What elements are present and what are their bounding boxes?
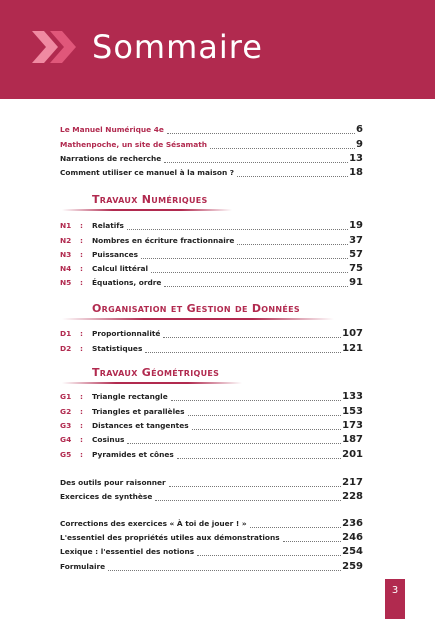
toc-entry-d1[interactable]: [60, 328, 363, 340]
page-title: Sommaire: [92, 28, 263, 66]
toc-entry-page: 133: [342, 391, 363, 402]
toc-entry-n3[interactable]: [60, 249, 363, 261]
toc-entry-d2[interactable]: [60, 343, 363, 355]
toc-entry-label: Triangles et parallèles: [92, 407, 185, 416]
colon-separator: :: [80, 392, 83, 401]
double-chevron-icon: [32, 31, 80, 63]
colon-separator: :: [80, 421, 83, 430]
toc-entry-page: 259: [342, 561, 363, 572]
dot-leader: [108, 570, 341, 571]
toc-entry-g2[interactable]: [60, 406, 363, 418]
toc-entry-label: Distances et tangentes: [92, 421, 189, 430]
toc-entry-page: 121: [342, 343, 363, 354]
dot-leader: [151, 272, 348, 273]
section-underline: [62, 382, 242, 384]
colon-separator: :: [80, 407, 83, 416]
chapter-code: N2: [60, 236, 72, 245]
chapter-code: N4: [60, 264, 72, 273]
dot-leader: [164, 162, 348, 163]
dot-leader: [210, 148, 355, 149]
page-number-tab: [385, 579, 405, 619]
dot-leader: [188, 415, 342, 416]
toc-entry-page: 153: [342, 406, 363, 417]
chapter-code: G5: [60, 450, 72, 459]
dot-leader: [171, 400, 341, 401]
toc-entry-corrections[interactable]: [60, 518, 363, 530]
toc-entry-page: 246: [342, 532, 363, 543]
toc-entry-mathenpoche[interactable]: [60, 139, 363, 151]
toc-entry-manuel-numerique[interactable]: [60, 124, 363, 136]
toc-entry-label: Calcul littéral: [92, 264, 149, 273]
dot-leader: [155, 500, 341, 501]
toc-entry-label: Pyramides et cônes: [92, 450, 174, 459]
section-title-geometriques: Travaux Géométriques: [92, 366, 220, 379]
toc-entry-page: 254: [342, 546, 363, 557]
toc-entry-label: Équations, ordre: [92, 278, 162, 287]
page-number: 3: [391, 585, 399, 596]
chapter-code: D2: [60, 344, 72, 353]
chapter-code: G1: [60, 392, 72, 401]
toc-entry-page: 217: [342, 477, 363, 488]
toc-entry-label: Proportionnalité: [92, 329, 161, 338]
toc-entry-proprietes[interactable]: [60, 532, 363, 544]
section-title-numeriques: Travaux Numériques: [92, 193, 208, 206]
toc-entry-formulaire[interactable]: [60, 561, 363, 573]
toc-entry-n5[interactable]: [60, 277, 363, 289]
toc-entry-page: 228: [342, 491, 363, 502]
section-underline: [62, 318, 334, 320]
toc-entry-page: 75: [349, 263, 363, 274]
toc-entry-page: 9: [356, 139, 363, 150]
chapter-code: N3: [60, 250, 72, 259]
toc-entry-label: Exercices de synthèse: [60, 492, 153, 501]
dot-leader: [237, 176, 348, 177]
dot-leader: [283, 541, 341, 542]
toc-entry-label: L'essentiel des propriétés utiles aux démonstrations: [60, 533, 280, 542]
toc-entry-g1[interactable]: [60, 391, 363, 403]
toc-entry-page: 91: [349, 277, 363, 288]
toc-entry-page: 6: [356, 124, 363, 135]
chapter-code: G4: [60, 435, 72, 444]
toc-entry-n2[interactable]: [60, 235, 363, 247]
toc-entry-label: Triangle rectangle: [92, 392, 168, 401]
toc-entry-page: 107: [342, 328, 363, 339]
toc-entry-label: Narrations de recherche: [60, 154, 162, 163]
dot-leader: [141, 258, 348, 259]
dot-leader: [169, 486, 341, 487]
toc-entry-page: 37: [349, 235, 363, 246]
colon-separator: :: [80, 329, 83, 338]
toc-entry-n1[interactable]: [60, 220, 363, 232]
toc-entry-label: Relatifs: [92, 221, 124, 230]
dot-leader: [164, 286, 348, 287]
toc-entry-page: 13: [349, 153, 363, 164]
toc-entry-label: Corrections des exercices « À toi de jouer ! »: [60, 519, 247, 528]
section-title-donnees: Organisation et Gestion de Données: [92, 302, 300, 315]
toc-entry-label: Statistiques: [92, 344, 143, 353]
toc-entry-g3[interactable]: [60, 420, 363, 432]
toc-entry-page: 19: [349, 220, 363, 231]
toc-entry-page: 187: [342, 434, 363, 445]
dot-leader: [197, 555, 341, 556]
toc-entry-label: Cosinus: [92, 435, 125, 444]
toc-entry-page: 57: [349, 249, 363, 260]
chapter-code: D1: [60, 329, 72, 338]
toc-entry-g5[interactable]: [60, 449, 363, 461]
toc-entry-narrations[interactable]: [60, 153, 363, 165]
toc-entry-synthese[interactable]: [60, 491, 363, 503]
toc-entry-lexique[interactable]: [60, 546, 363, 558]
toc-entry-label: Le Manuel Numérique 4e: [60, 125, 164, 134]
dot-leader: [145, 352, 341, 353]
toc-entry-g4[interactable]: [60, 434, 363, 446]
dot-leader: [127, 443, 341, 444]
toc-entry-page: 236: [342, 518, 363, 529]
toc-entry-label: Mathenpoche, un site de Sésamath: [60, 140, 208, 149]
colon-separator: :: [80, 450, 83, 459]
toc-entry-label: Comment utiliser ce manuel à la maison ?: [60, 168, 235, 177]
colon-separator: :: [80, 250, 83, 259]
dot-leader: [192, 429, 342, 430]
toc-entry-label: Formulaire: [60, 562, 106, 571]
chapter-code: N1: [60, 221, 72, 230]
colon-separator: :: [80, 435, 83, 444]
dot-leader: [127, 229, 348, 230]
toc-entry-page: 201: [342, 449, 363, 460]
toc-entry-outils[interactable]: [60, 477, 363, 489]
toc-entry-label: Lexique : l'essentiel des notions: [60, 547, 195, 556]
chapter-code: N5: [60, 278, 72, 287]
colon-separator: :: [80, 344, 83, 353]
toc-entry-page: 18: [349, 167, 363, 178]
toc-entry-label: Nombres en écriture fractionnaire: [92, 236, 235, 245]
chapter-code: G2: [60, 407, 72, 416]
header-banner: [0, 0, 435, 99]
toc-entry-page: 173: [342, 420, 363, 431]
dot-leader: [250, 527, 342, 528]
colon-separator: :: [80, 264, 83, 273]
chapter-code: G3: [60, 421, 72, 430]
toc-entry-maison[interactable]: [60, 167, 363, 179]
colon-separator: :: [80, 236, 83, 245]
dot-leader: [237, 244, 348, 245]
toc-entry-n4[interactable]: [60, 263, 363, 275]
colon-separator: :: [80, 221, 83, 230]
dot-leader: [177, 458, 341, 459]
toc-entry-label: Puissances: [92, 250, 139, 259]
dot-leader: [167, 133, 355, 134]
dot-leader: [163, 337, 341, 338]
colon-separator: :: [80, 278, 83, 287]
toc-entry-label: Des outils pour raisonner: [60, 478, 166, 487]
section-underline: [62, 209, 232, 211]
